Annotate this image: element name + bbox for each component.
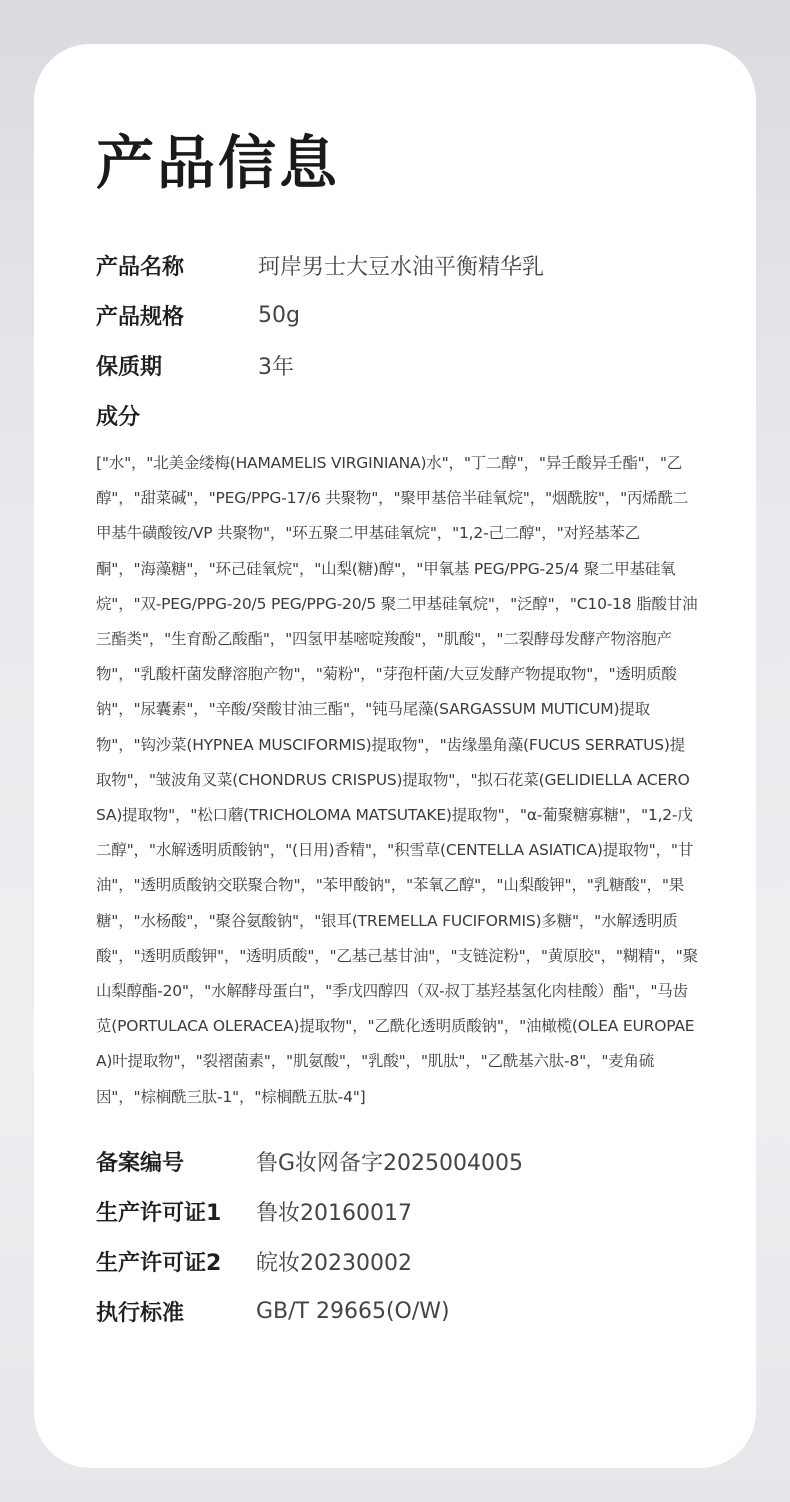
ingredients-list: ["水"，"北美金缕梅(HAMAMELIS VIRGINIANA)水"，"丁二醇"，"异壬酸异壬酯"，"乙醇"，"甜菜碱"，"PEG/PPG-17/6 共聚物"，"聚甲基倍半硅氧烷"，"烟酰胺"，"丙烯酰二甲基牛磺酸铵/VP 共聚物"，"环五聚二甲基硅氧烷"，"1,2-己二醇"，"对羟基苯乙酮"，"海藻糖"，"环己硅氧烷"，"山梨(糖)醇"，"甲氧基 PEG/PPG-25/4 聚二甲基硅氧烷"，"双-PEG/PPG-20/5 PEG/PPG-20/5 聚二甲基硅氧烷"，"泛醇"，"C10-18 脂酸甘油三酯类"，"生育酚乙酸酯"，"四氢甲基嘧啶羧酸"，"肌酸"，"二裂酵母发酵产物溶胞产物"，"乳酸杆菌发酵溶胞产物"，"菊粉"，"芽孢杆菌/大豆发酵产物提取物"，"透明质酸钠"，"尿囊素"，"辛酸/癸酸甘油三酯"，"钝马尾藻(SARGASSUM MUTICUM)提取物"，"钩沙菜(HYPNEA MUSCIFORMIS)提取物"，"齿缘墨角藻(FUCUS SERRATUS)提取物"，"皱波角叉菜(CHONDRUS CRISPUS)提取物"，"拟石花菜(GELIDIELLA ACEROSA)提取物"，"松口蘑(TRICHOLOMA MATSUTAKE)提取物"，"α-葡聚糖寡糖"，"1,2-戊二醇"，"水解透明质酸钠"，"(日用)香精"，"积雪草(CENTELLA ASIATICA)提取物"，"甘油"，"透明质酸钠交联聚合物"，"苯甲酸钠"，"苯氧乙醇"，"山梨酸钾"，"乳糖酸"，"果糖"，"水杨酸"，"聚谷氨酸钠"，"银耳(TREMELLA FUCIFORMIS)多糖"，"水解透明质酸"，"透明质酸钾"，"透明质酸"，"乙基己基甘油"，"支链淀粉"，"黄原胶"，"糊精"，"聚山梨醇酯-20"，"水解酵母蛋白"，"季戊四醇四（双-叔丁基羟基氢化肉桂酸）酯"，"马齿苋(PORTULACA OLERACEA)提取物"，"乙酰化透明质酸钠"，"油橄榄(OLEA EUROPAEA)叶提取物"，"裂褶菌素"，"肌氨酸"，"乳酸"，"肌肽"，"乙酰基六肽-8"，"麦角硫因"，"棕榈酰三肽-1"，"棕榈酰五肽-4"] <box>96 454 698 1106</box>
info-row-filing-number <box>96 1137 698 1187</box>
info-label: 备案编号 <box>96 1151 185 1177</box>
info-label: 执行标准 <box>96 1301 185 1327</box>
registration-info-list <box>96 1137 698 1337</box>
info-row-standard <box>96 1287 698 1337</box>
basic-info-list <box>96 240 698 390</box>
info-value: 皖妆20230002 <box>256 1251 412 1277</box>
product-info-card <box>34 44 756 1468</box>
info-label: 生产许可证2 <box>96 1251 222 1277</box>
info-row-product-name <box>96 240 698 290</box>
page-title: 产品信息 <box>96 129 341 197</box>
info-label: 产品名称 <box>96 254 185 280</box>
info-value: 鲁妆20160017 <box>256 1201 412 1227</box>
info-label: 生产许可证1 <box>96 1201 222 1227</box>
info-value: 3年 <box>258 354 294 380</box>
info-value: GB/T 29665(O/W) <box>256 1299 450 1325</box>
info-value: 50g <box>258 302 300 328</box>
info-row-license-2 <box>96 1237 698 1287</box>
info-value: 鲁G妆网备字2025004005 <box>256 1151 524 1177</box>
ingredients-heading: 成分 <box>96 405 141 430</box>
info-row-license-1 <box>96 1187 698 1237</box>
info-row-shelf-life <box>96 340 698 390</box>
info-label: 产品规格 <box>96 304 185 330</box>
info-label: 保质期 <box>96 354 163 380</box>
info-row-product-spec <box>96 290 698 340</box>
info-value: 珂岸男士大豆水油平衡精华乳 <box>258 254 545 280</box>
